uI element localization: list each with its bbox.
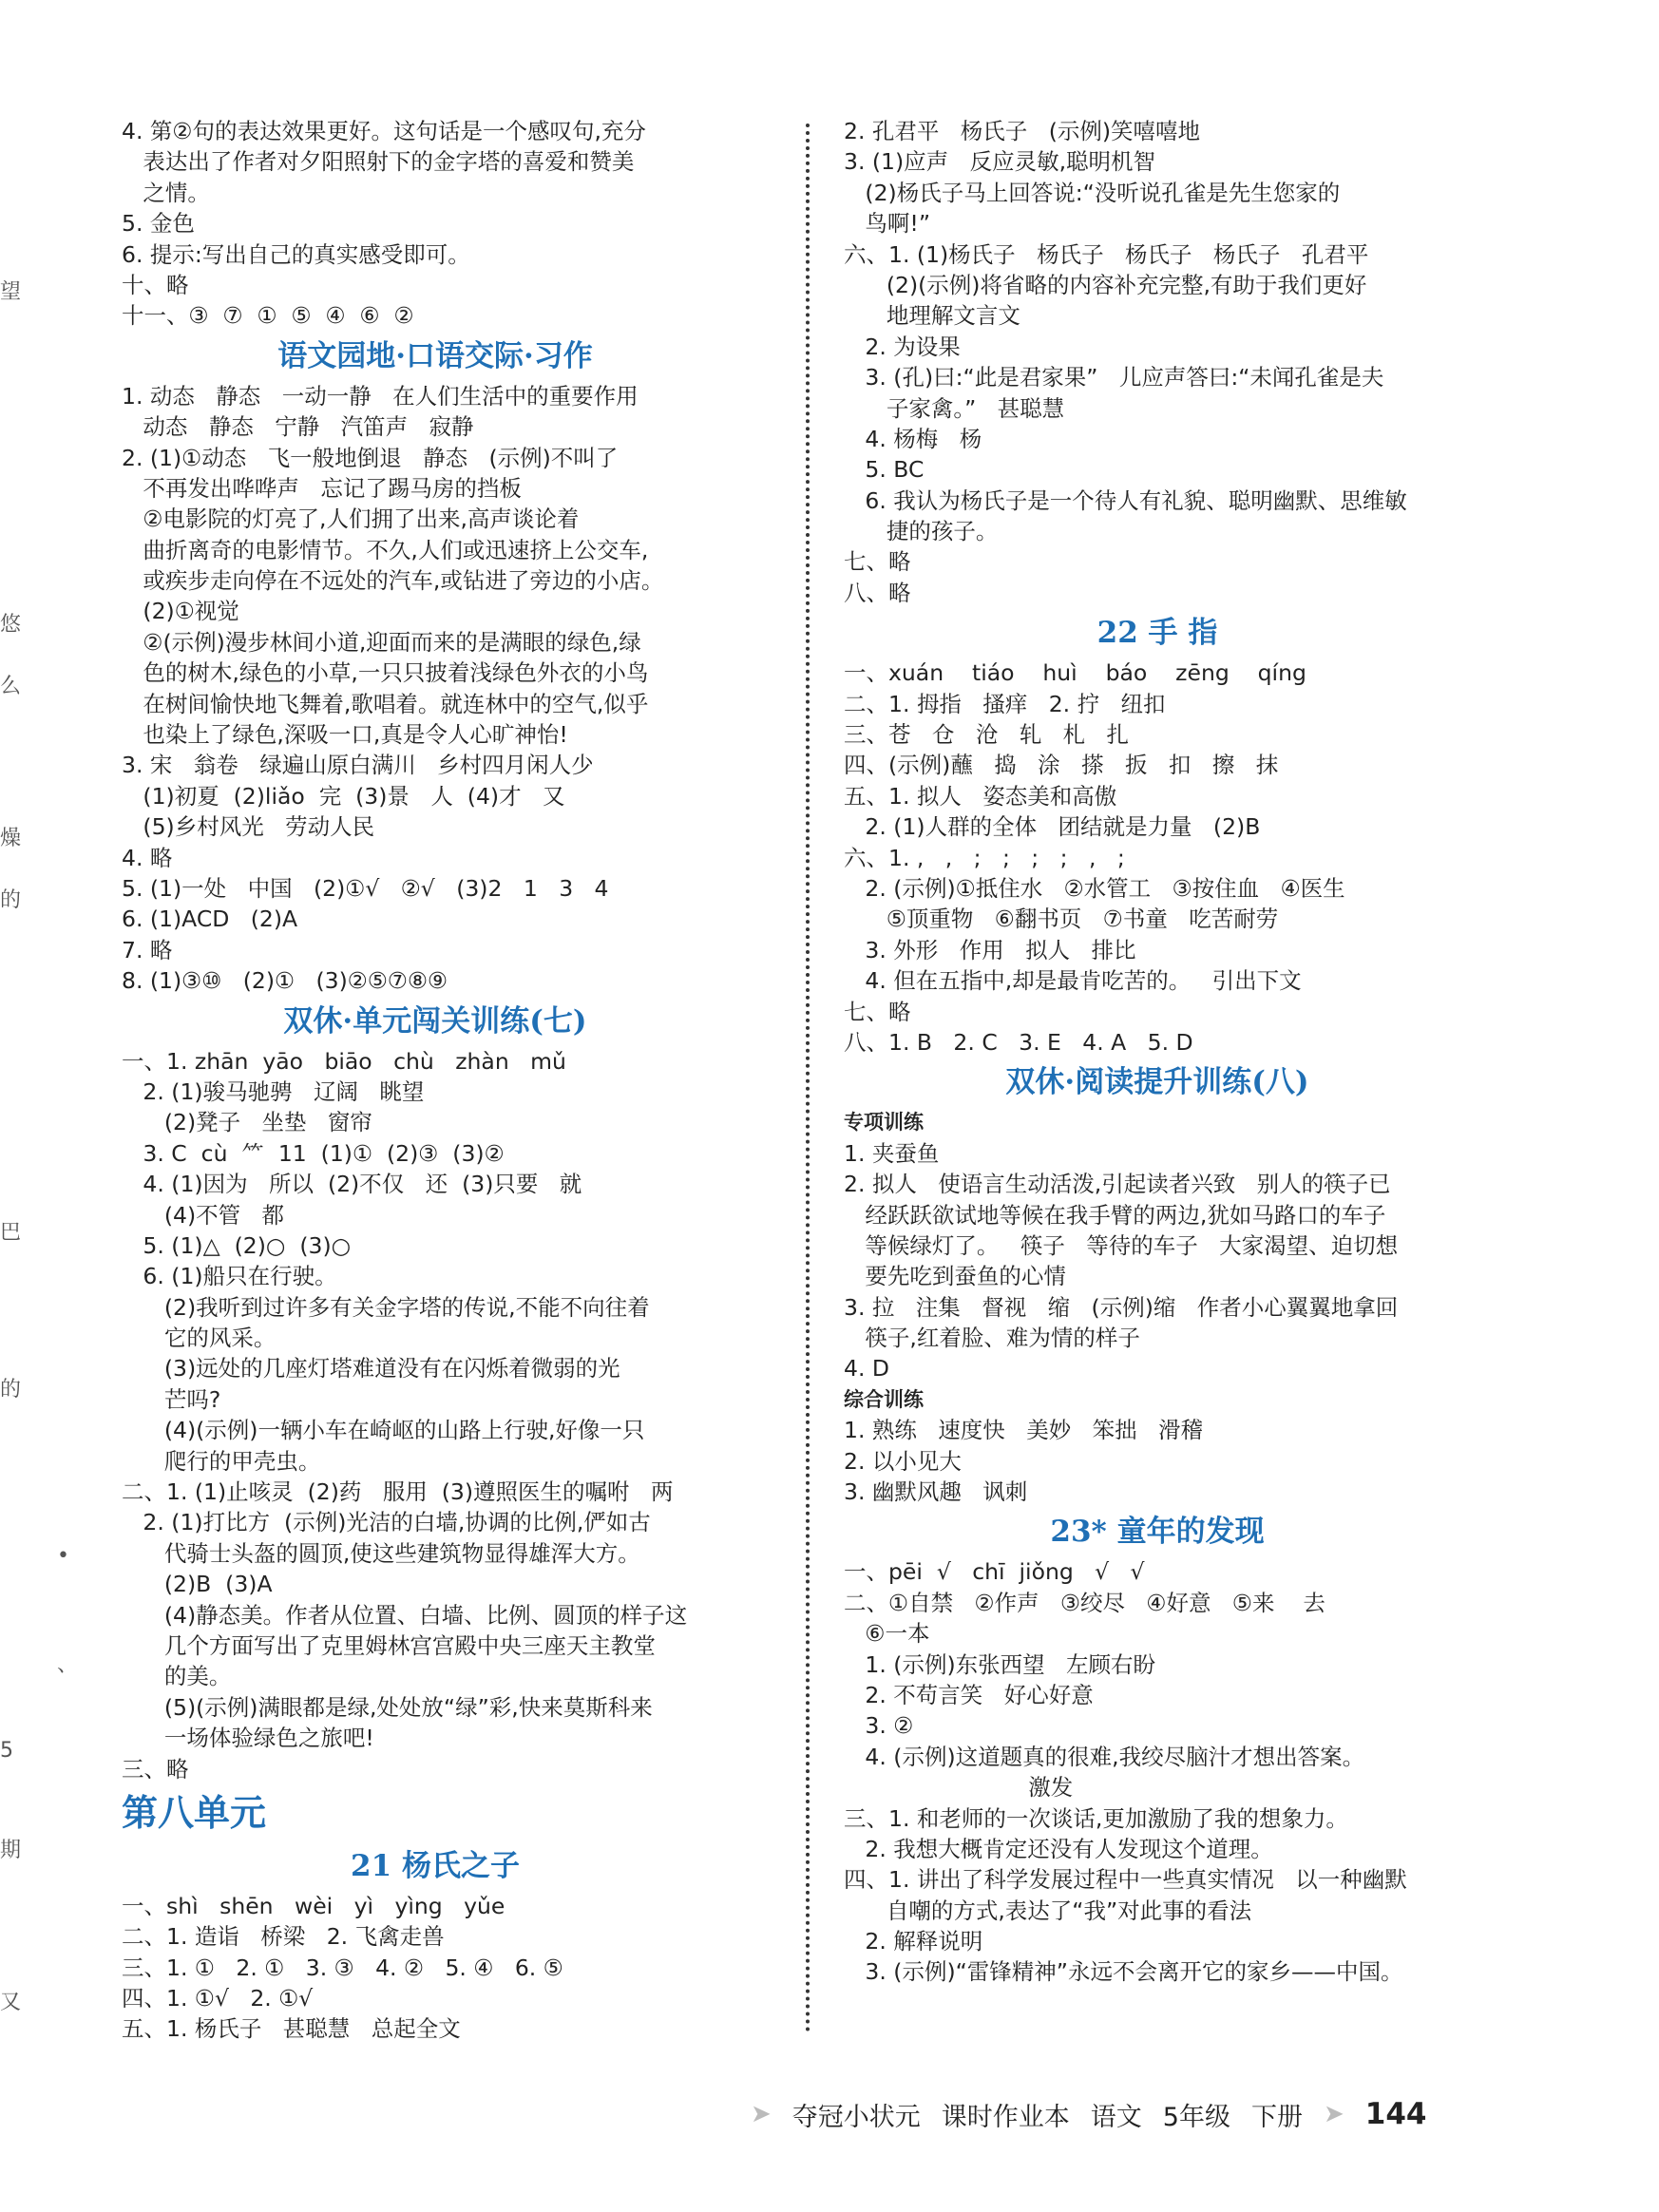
book-title: 课时作业本 <box>941 2102 1070 2132</box>
margin-fragment: 么 <box>0 675 22 698</box>
arrow-icon: ➤ <box>751 2100 772 2128</box>
page-number: 144 <box>1364 2097 1427 2131</box>
margin-fragment: 燥 <box>0 827 22 850</box>
answer-line: 3. (1)应声 反应灵敏,聪明机智 <box>844 148 1156 176</box>
answer-line: (1)初夏 (2)liǎo 完 (3)景 人 (4)才 又 <box>122 782 565 810</box>
answer-line: 一场体验绿色之旅吧! <box>122 1725 374 1752</box>
left-answer-column <box>122 116 749 2045</box>
subsection-label: 综合训练 <box>844 1387 924 1411</box>
answer-line: 等候绿灯了。 筷子 等待的车子 大家渴望、迫切想 <box>844 1231 1399 1259</box>
answer-line: 3. (示例)“雷锋精神”永远不会离开它的家乡——中国。 <box>844 1958 1403 1986</box>
margin-fragment: 的 <box>0 1378 22 1402</box>
answer-line: 之情。 <box>122 179 210 206</box>
answer-line: 7. 略 <box>122 936 173 963</box>
margin-fragment: 5 <box>0 1739 13 1763</box>
page-footer <box>751 2090 1427 2138</box>
answer-line: 二、1. 拇指 搔痒 2. 拧 纽扣 <box>844 690 1166 717</box>
answer-line: 8. (1)③⑩ (2)① (3)②⑤⑦⑧⑨ <box>122 967 448 995</box>
answer-line: 4. (1)因为 所以 (2)不仅 还 (3)只要 就 <box>122 1171 582 1198</box>
arrow-icon: ➤ <box>1323 2100 1344 2128</box>
answer-line: 筷子,红着脸、难为情的样子 <box>844 1325 1140 1352</box>
answer-line: 五、1. 杨氏子 甚聪慧 总起全文 <box>122 2015 461 2043</box>
brand-name: 夺冠小状元 <box>791 2102 921 2132</box>
answer-line: 3. 幽默风趣 讽刺 <box>844 1478 1028 1506</box>
answer-line: 三、1. ① 2. ① 3. ③ 4. ② 5. ④ 6. ⑤ <box>122 1954 563 1981</box>
answer-line: 十、略 <box>122 271 189 298</box>
answer-line: 经跃跃欲试地等候在我手臂的两边,犹如马路口的车子 <box>844 1201 1386 1229</box>
margin-fragment: 、 <box>57 1653 79 1677</box>
answer-line: 七、略 <box>844 548 911 576</box>
volume-label: 下册 <box>1250 2102 1303 2132</box>
answer-line: 四、1. ①√ 2. ①√ <box>122 1985 314 2012</box>
margin-fragment: 期 <box>0 1839 22 1862</box>
answer-line: 色的树木,绿色的小草,一只只披着浅绿色外衣的小鸟 <box>122 659 649 687</box>
answer-line: ②(示例)漫步林间小道,迎面而来的是满眼的绿色,绿 <box>122 628 641 656</box>
answer-line: 一、xuán tiáo huì báo zēng qíng <box>844 659 1306 687</box>
answer-line: 表达出了作者对夕阳照射下的金字塔的喜爱和赞美 <box>122 148 635 176</box>
margin-fragment: 望 <box>0 280 22 304</box>
answer-line: 5. 金色 <box>122 210 195 238</box>
answer-line: (5)乡村风光 劳动人民 <box>122 813 375 841</box>
answer-line: 二、1. 造诣 桥梁 2. 飞禽走兽 <box>122 1923 445 1951</box>
answer-line: 3. ② <box>844 1712 914 1740</box>
answer-line: 曲折离奇的电影情节。不久,人们或迅速挤上公交车, <box>122 536 649 563</box>
section-heading: 双休·阅读提升训练(八) <box>1005 1065 1309 1100</box>
answer-line: 爬行的甲壳虫。 <box>122 1447 321 1475</box>
answer-line: 三、苍 仓 沧 轧 札 扎 <box>844 721 1130 749</box>
section-heading: 双休·单元闯关训练(七) <box>283 1003 587 1039</box>
answer-line: (2)①视觉 <box>122 598 239 625</box>
answer-line: 2. (1)骏马驰骋 辽阔 眺望 <box>122 1077 425 1105</box>
answer-line: 3. 宋 翁卷 绿遍山原白满川 乡村四月闲人少 <box>122 752 594 779</box>
answer-line: 四、1. 讲出了科学发展过程中一些真实情况 以一种幽默 <box>844 1866 1407 1894</box>
answer-line: 代骑士头盔的圆顶,使这些建筑物显得雄浑大方。 <box>122 1539 640 1567</box>
answer-line: 2. 为设果 <box>844 333 961 360</box>
answer-line: 一、shì shēn wèi yì yìng yǔe <box>122 1892 505 1919</box>
section-heading: 22 手 指 <box>1096 616 1218 651</box>
answer-line: 2. 以小见大 <box>844 1447 962 1475</box>
answer-line: 三、1. 和老师的一次谈话,更加激励了我的想象力。 <box>844 1804 1348 1832</box>
answer-line: (2)杨氏子马上回答说:“没听说孔雀是先生您家的 <box>844 179 1341 206</box>
answer-line: 4. 杨梅 杨 <box>844 425 982 452</box>
answer-line: 不再发出哗哗声 忘记了踢马房的挡板 <box>122 474 522 502</box>
answer-line: 2. (1)人群的全体 团结就是力量 (2)B <box>844 813 1261 841</box>
answer-line: 或疾步走向停在不远处的汽车,或钻进了旁边的小店。 <box>122 567 664 595</box>
answer-line: 二、1. (1)止咳灵 (2)药 服用 (3)遵照医生的嘱咐 两 <box>122 1478 674 1506</box>
answer-line: 6. 提示:写出自己的真实感受即可。 <box>122 240 470 268</box>
section-heading: 语文园地·口语交际·习作 <box>277 338 593 373</box>
answer-line: 6. 我认为杨氏子是一个待人有礼貌、聪明幽默、思维敏 <box>844 486 1407 514</box>
answer-line: 七、略 <box>844 998 911 1025</box>
grade-label: 5年级 <box>1162 2102 1230 2132</box>
subsection-label: 专项训练 <box>844 1111 924 1135</box>
answer-line: 6. (1)ACD (2)A <box>122 906 298 933</box>
answer-line: 激发 <box>844 1774 1074 1802</box>
answer-line: 3. 拉 注集 督视 缩 (示例)缩 作者小心翼翼地拿回 <box>844 1293 1399 1321</box>
answer-line: 2. (1)打比方 (示例)光洁的白墙,协调的比例,俨如古 <box>122 1509 651 1536</box>
unit-heading: 第八单元 <box>122 1790 267 1834</box>
margin-fragment: 悠 <box>0 613 22 637</box>
answer-line: 六、1. (1)杨氏子 杨氏子 杨氏子 杨氏子 孔君平 <box>844 240 1369 268</box>
margin-fragment: 又 <box>0 1991 22 2014</box>
margin-fragment: • <box>57 1544 69 1568</box>
answer-line: (2)B (3)A <box>122 1571 273 1598</box>
answer-line: 2. (示例)①抵住水 ②水管工 ③按住血 ④医生 <box>844 874 1345 902</box>
answer-line: 八、略 <box>844 579 911 606</box>
margin-fragment: 巴 <box>0 1221 22 1245</box>
answer-line: 也染上了绿色,深吸一口,真是令人心旷神怡! <box>122 721 568 749</box>
answer-line: 2. 我想大概肯定还没有人发现这个道理。 <box>844 1835 1273 1862</box>
dotted-column-divider <box>806 124 810 2033</box>
answer-line: (5)(示例)满眼都是绿,处处放“绿”彩,快来莫斯科来 <box>122 1693 653 1721</box>
answer-line: 4. 略 <box>122 844 173 871</box>
answer-line: 的美。 <box>122 1663 232 1690</box>
answer-line: 1. (示例)东张西望 左顾右盼 <box>844 1650 1156 1678</box>
answer-line: 八、1. B 2. C 3. E 4. A 5. D <box>844 1028 1193 1056</box>
answer-line: 5. BC <box>844 456 925 484</box>
answer-line: 2. 解释说明 <box>844 1928 983 1955</box>
answer-line: 3. C cù ⺮ 11 (1)① (2)③ (3)② <box>122 1139 505 1167</box>
answer-line: 5. (1)一处 中国 (2)①√ ②√ (3)2 1 3 4 <box>122 874 609 902</box>
answer-line: 1. 动态 静态 一动一静 在人们生活中的重要作用 <box>122 382 639 410</box>
answer-line: 5. (1)△ (2)○ (3)○ <box>122 1231 352 1259</box>
answer-line: 几个方面写出了克里姆林宫宫殿中央三座天主教堂 <box>122 1631 656 1659</box>
answer-line: 2. 不苟言笑 好心好意 <box>844 1681 1094 1708</box>
margin-fragment: 的 <box>0 888 22 912</box>
answer-line: 1. 熟练 速度快 美妙 笨拙 滑稽 <box>844 1417 1204 1444</box>
answer-line: (4)不管 都 <box>122 1201 285 1229</box>
answer-line: 一、1. zhān yāo biāo chù zhàn mǔ <box>122 1047 566 1075</box>
answer-line: 鸟啊!” <box>844 210 931 238</box>
answer-line: 3. 外形 作用 拟人 排比 <box>844 936 1136 963</box>
answer-line: 在树间愉快地飞舞着,歌唱着。就连林中的空气,似乎 <box>122 690 649 717</box>
answer-line: 它的风采。 <box>122 1325 276 1352</box>
answer-line: (4)静态美。作者从位置、白墙、比例、圆顶的样子这 <box>122 1601 688 1629</box>
answer-line: 动态 静态 宁静 汽笛声 寂静 <box>122 413 474 441</box>
answer-line: 六、1. , , ; ; ; ; , ; <box>844 844 1125 871</box>
answer-line: 2. (1)①动态 飞一般地倒退 静态 (示例)不叫了 <box>122 444 619 471</box>
answer-line: 四、(示例)蘸 捣 涂 搽 扳 扣 擦 抹 <box>844 752 1279 779</box>
answer-line: ⑤顶重物 ⑥翻书页 ⑦书童 吃苦耐劳 <box>844 906 1279 933</box>
answer-line: 捷的孩子。 <box>844 518 999 545</box>
answer-line: 4. 但在五指中,却是最肯吃苦的。 引出下文 <box>844 967 1302 995</box>
answer-line: 4. D <box>844 1355 889 1382</box>
right-answer-column <box>844 116 1471 1988</box>
answer-line: 五、1. 拟人 姿态美和高傲 <box>844 782 1117 810</box>
answer-line: 3. (孔)曰:“此是君家果” 儿应声答曰:“未闻孔雀是夫 <box>844 364 1384 391</box>
answer-line: ②电影院的灯亮了,人们拥了出来,高声谈论着 <box>122 505 580 533</box>
section-heading: 21 杨氏之子 <box>351 1848 520 1883</box>
answer-line: 十一、③ ⑦ ① ⑤ ④ ⑥ ② <box>122 302 414 330</box>
answer-line: 自嘲的方式,表达了“我”对此事的看法 <box>844 1897 1252 1924</box>
answer-line: 要先吃到蚕鱼的心情 <box>844 1263 1066 1290</box>
answer-line: (2)凳子 坐垫 窗帘 <box>122 1109 372 1136</box>
answer-line: ⑥一本 <box>844 1620 930 1648</box>
answer-line: 二、①自禁 ②作声 ③绞尽 ④好意 ⑤来 去 <box>844 1589 1325 1616</box>
answer-line: 4. 第②句的表达效果更好。这句话是一个感叹句,充分 <box>122 118 646 144</box>
answer-line: 6. (1)船只在行驶。 <box>122 1263 337 1290</box>
answer-line: 2. 孔君平 杨氏子 (示例)笑嘻嘻地 <box>844 118 1201 144</box>
section-heading: 23* 童年的发现 <box>1050 1515 1265 1550</box>
answer-line: (3)远处的几座灯塔难道没有在闪烁着微弱的光 <box>122 1355 620 1382</box>
answer-line: 芒吗? <box>122 1385 221 1413</box>
answer-line: 1. 夹蚕鱼 <box>844 1139 940 1167</box>
answer-line: 4. (示例)这道题真的很难,我绞尽脑汁才想出答案。 <box>844 1743 1365 1770</box>
answer-line: (2)我听到过许多有关金字塔的传说,不能不向往着 <box>122 1293 650 1321</box>
answer-line: (2)(示例)将省略的内容补充完整,有助于我们更好 <box>844 271 1367 298</box>
subject-label: 语文 <box>1090 2102 1142 2132</box>
answer-line: 子家禽。” 甚聪慧 <box>844 394 1065 422</box>
answer-line: 地理解文言文 <box>844 302 1020 330</box>
answer-line: 2. 拟人 使语言生动活泼,引起读者兴致 别人的筷子已 <box>844 1171 1391 1198</box>
answer-line: 一、pēi √ chī jiǒng √ √ <box>844 1558 1145 1586</box>
answer-line: (4)(示例)一辆小车在崎岖的山路上行驶,好像一只 <box>122 1417 645 1444</box>
answer-line: 三、略 <box>122 1755 189 1783</box>
